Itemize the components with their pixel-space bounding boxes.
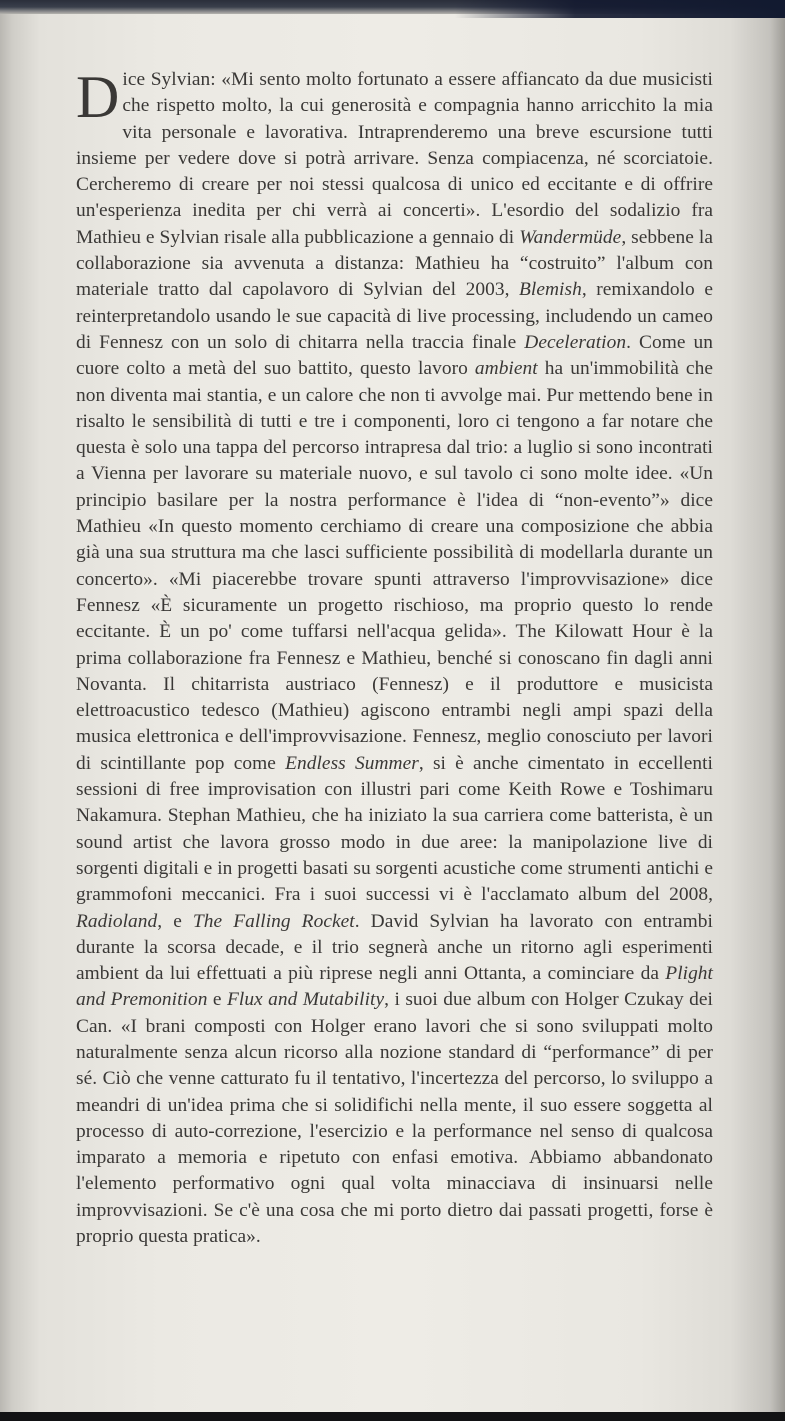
bottom-dark-edge (0, 1412, 785, 1421)
album-title-plight-and-premonition: Plight and Premonition (76, 963, 713, 1011)
text-run: , i suoi due album con Holger Czukay dei Can. «I brani composti con Holger erano lavori che si sono sviluppati molto naturalmente senza alcun ricorso alla nozione standard di “performance” di per sé. Ciò che venne catturato fu il tentativo, l'incertezza del percorso, lo sviluppo a meandri di un'idea prima che si solidifichi nella mente, il suo essere soggetta al processo di auto-correzione, l'esercizio e la performance nel senso di qualcosa imparato a memoria e ripetuto con enfasi emotiva. Abbiamo abbandonato l'elemento performativo ogni qual volta minacciava di insinuarsi nelle improvvisazioni. Se c'è una cosa che mi porto dietro dai passati progetti, forse è proprio questa pratica». (76, 989, 713, 1248)
text-run: . David Sylvian ha lavorato con entrambi durante la scorsa decade, e il trio segnerà anche un ritorno agli esperimenti ambient da lui effettuati a più riprese negli anni Ottanta, a cominciare da (76, 910, 713, 985)
text-run: , e (157, 910, 193, 932)
drop-cap: D (76, 64, 120, 130)
album-title-wandermude: Wandermüde (519, 226, 622, 248)
album-title-the-falling-rocket: The Falling Rocket (192, 910, 355, 932)
text-run: ha un'immobilità che non diventa mai stantia, e un calore che non ti avvolge mai. Pur mettendo bene in risalto le sensibilità di tutti e tre i componenti, loro ci tengono a far notare che questa è solo una tappa del percorso intrapresa dal trio: a luglio si sono incontrati a Vienna per lavorare su materiale nuovo, e sul tavolo ci sono molte idee. «Un principio basilare per la nostra performance è l'idea di “non-evento”» dice Mathieu «In questo momento cerchiamo di creare una composizione che abbia già una sua struttura ma che lasci sufficiente possibilità di modellarla durante un concerto». «Mi piacerebbe trovare spunti attraverso l'improvvisazione» dice Fennesz «È sicuramente un progetto rischioso, ma proprio questo lo rende eccitante. È un po' come tuffarsi nell'acqua gelida». The Kilowatt Hour è la prima collaborazione fra Fennesz e Mathieu, benché si conoscano fin dagli anni Novanta. Il chitarrista austriaco (Fennesz) e il produttore e musicista elettroacustico tedesco (Mathieu) agiscono entrambi negli ampi spazi della musica elettronica e dell'improvvisazione. Fennesz, meglio conosciuto per lavori di scintillante pop come (76, 358, 713, 774)
album-title-flux-and-mutability: Flux and Mutability (226, 989, 385, 1011)
text-run: , si è anche cimentato in eccellenti sessioni di free improvisation con illustri pari come Keith Rowe e Toshimaru Nakamura. Stephan Mathieu, che ha iniziato la sua carriera come batterista, è un sound artist che lavora grosso modo in due aree: la manipolazione live di sorgenti digitali e in progetti basati su sorgenti acustiche come strumenti antichi e grammofoni meccanici. Fra i suoi successi vi è l'acclamato album del 2008, (76, 752, 713, 906)
album-title-blemish: Blemish (519, 279, 582, 301)
genre-ambient: ambient (474, 358, 538, 380)
album-title-radioland: Radioland (76, 910, 158, 932)
text-run: , sebbene la collaborazione sia avvenuta a distanza: Mathieu ha “costruito” l'album con materiale tratto dal capolavoro di Sylvian del 2003, (76, 226, 713, 301)
text-run: . Come un cuore colto a metà del suo battito, questo lavoro (76, 331, 713, 380)
text-run: e (207, 989, 227, 1011)
text-run: , remixandolo e reinterpretandolo usando le sue capacità di live processing, includendo un cameo di Fennesz con un solo di chitarra nella traccia finale (76, 279, 713, 353)
album-title-endless-summer: Endless Summer (285, 752, 419, 774)
top-right-dark-edge (455, 0, 785, 18)
article-body (76, 64, 713, 1250)
track-title-deceleration: Deceleration (524, 331, 627, 353)
text-run: ice Sylvian: «Mi sento molto fortunato a essere affiancato da due musicisti che rispetto molto, la cui generosità e compagnia hanno arricchito la mia vita personale e lavorativa. Intraprenderemo una breve escursione tutti insieme per vedere dove si potrà arrivare. Senza compiacenza, né scorciatoie. Cercheremo di creare per noi stessi qualcosa di unico ed eccitante e di offrire un'esperienza inedita per chi verrà ai concerti». L'esordio del sodalizio fra Mathieu e Sylvian risale alla pubblicazione a gennaio di (76, 69, 713, 248)
